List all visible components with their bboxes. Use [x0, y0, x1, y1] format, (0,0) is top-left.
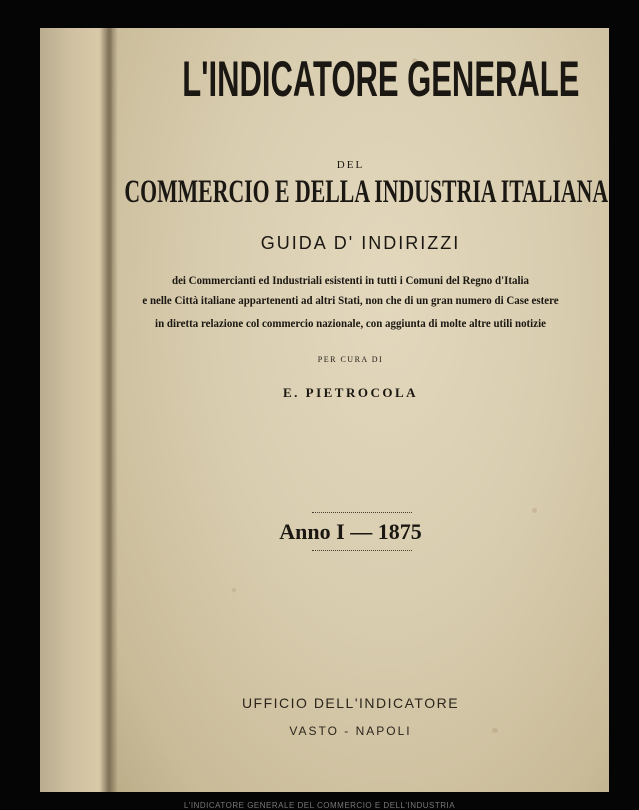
- year-edition: Anno I — 1875: [279, 519, 422, 544]
- author-name: E. PIETROCOLA: [282, 385, 419, 400]
- photo-caption: L'INDICATORE GENERALE DEL COMMERCIO E DELL'INDUSTRIA: [183, 801, 456, 810]
- book-gutter: [100, 28, 118, 792]
- dotted-rule: [312, 550, 412, 551]
- publisher-office: UFFICIO DELL'INDICATORE: [241, 695, 460, 711]
- description-line: in diretta relazione col commercio nazionale, con aggiunta di molte altre utili notizie: [155, 318, 546, 330]
- foxing-spot: [532, 508, 537, 513]
- guida-heading: GUIDA D' INDIRIZZI: [260, 233, 461, 253]
- dotted-rule: [312, 512, 412, 513]
- publisher-cities: VASTO - NAPOLI: [289, 724, 412, 738]
- subtitle: COMMERCIO E DELLA INDUSTRIA ITALIANA: [124, 174, 609, 210]
- description-line: e nelle Città italiane appartenenti ad altri Stati, non che di un gran numero di Case estere: [142, 295, 559, 307]
- per-cura-label: PER CURA DI: [317, 355, 384, 364]
- foxing-spot: [232, 588, 236, 592]
- main-title: L'INDICATORE GENERALE: [182, 51, 580, 107]
- del-line: DEL: [336, 159, 365, 171]
- title-page: [112, 28, 609, 792]
- description-line: dei Commercianti ed Industriali esistenti in tutti i Comuni del Regno d'Italia: [171, 275, 529, 287]
